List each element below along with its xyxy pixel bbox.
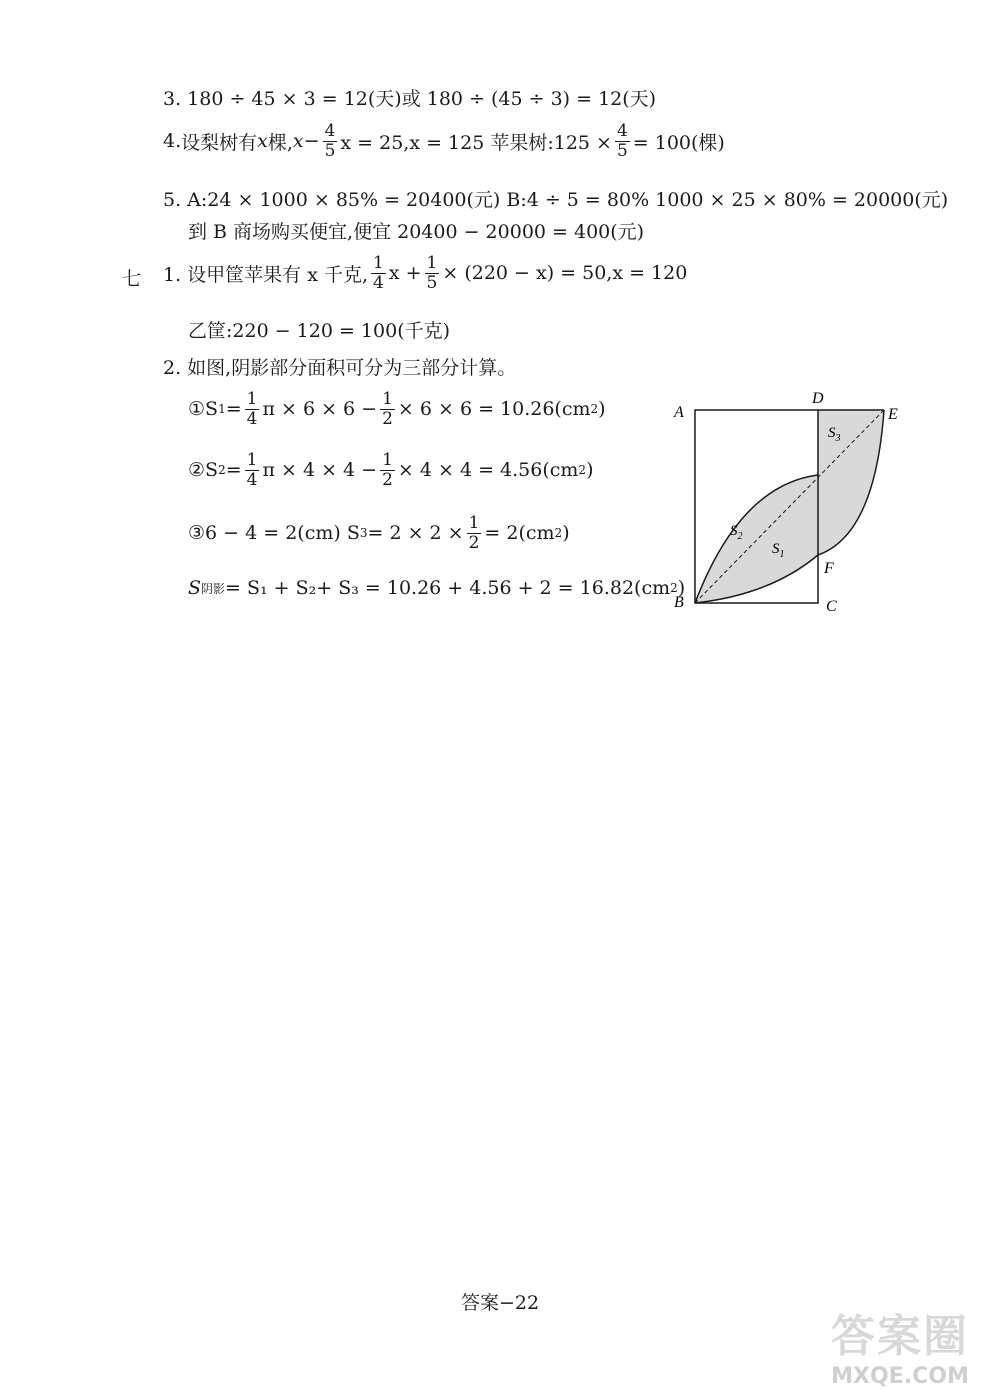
answer-4-minus: − [303,130,320,153]
fraction: $\frac{1}{4}$ [246,389,258,429]
label-c: C [826,598,837,615]
s1-pre: ①S [188,398,219,421]
formula-total [188,577,685,599]
answer-5-text-1: 5. A:24 × 1000 × 85% = 20400(元) B:4 ÷ 5 = 80% 1000 × 25 × 80% = 20000(元) [163,189,949,211]
formula-s1 [188,390,606,428]
s3-close: ) [562,522,570,545]
watermark-logo [800,1300,1000,1388]
watermark-bottom: MXQE.COM [831,1364,969,1389]
label-s1: $S_1$ [772,541,785,560]
answer-3 [163,84,656,111]
total-close: ) [677,577,686,599]
watermark-top: 答案圈 [831,1311,969,1362]
s2-eq: = [225,459,242,482]
fraction: $\frac{1}{2}$ [382,389,393,429]
section7-q1-line2 [188,316,450,343]
formula-s3 [188,514,570,552]
fraction: $\frac{1}{2}$ [468,513,480,553]
s1-sup: 2 [590,402,599,417]
s3-post: = 2(cm [484,522,555,545]
q1-pre: 1. 设甲筐苹果有 x 千克, [163,263,369,286]
s1-mid: π × 6 × 6 − [262,398,378,421]
total-pre: S [188,577,202,599]
s2-sub: 2 [218,463,226,478]
answer-4 [163,122,725,160]
s1-sub: 1 [218,402,226,417]
s3-pre: ③6 − 4 = 2(cm) S [188,522,360,545]
answer-5-text-2: 到 B 商场购买便宜,便宜 20400 − 20000 = 400(元) [188,221,645,243]
answer-5-line-2 [188,217,644,244]
s2-post: × 4 × 4 = 4.56(cm [397,459,579,482]
section7-q2-intro [163,353,516,380]
answer-4-pre: 设梨树有 [181,131,258,154]
s3-sup: 2 [554,526,563,541]
answer-4-mid: 棵, [267,131,293,154]
q2-intro: 2. 如图,阴影部分面积可分为三部分计算。 [163,357,517,379]
fraction: $\frac{4}{5}$ [324,121,336,161]
q1-mid: x + [388,262,422,285]
label-d: D [812,390,824,407]
s2-close: ) [586,459,594,482]
geometry-figure [660,385,920,620]
label-b: B [674,594,684,611]
label-s3: $S_3$ [828,425,841,444]
fraction: $\frac{1}{4}$ [373,253,384,293]
answer-4-post: x = 25,x = 125 苹果树:125 × [340,131,612,154]
total-sub: 阴影 [201,581,226,596]
q1-line2: 乙筐:220 − 120 = 100(千克) [188,320,451,342]
answer-5-line-1 [163,185,948,212]
answer-4-var2: x [292,130,304,153]
formula-s2 [188,451,593,489]
answer-3-text: 3. 180 ÷ 45 × 3 = 12(天)或 180 ÷ (45 ÷ 3) = 12(天) [163,88,657,110]
label-s2: $S_2$ [730,523,743,542]
fraction: $\frac{1}{2}$ [382,450,393,490]
section7-q1 [163,254,687,292]
page-footer: 答案−22 [460,1292,540,1314]
s3-sub: 3 [359,526,368,541]
s1-close: ) [598,398,606,421]
section-marker-text: 七 [122,268,142,290]
fraction: $\frac{1}{5}$ [426,253,438,293]
s1-post: × 6 × 6 = 10.26(cm [397,398,591,421]
label-f: F [824,560,834,577]
s3-mid: = 2 × 2 × [367,522,464,545]
s1-eq: = [225,398,242,421]
total-sup: 2 [670,581,678,595]
s2-pre: ②S [188,459,219,482]
answer-4-post2: = 100(棵) [632,131,725,154]
total-rest: = S₁ + S₂+ S₃ = 10.26 + 4.56 + 2 = 16.82(cm [225,577,671,599]
s2-mid: π × 4 × 4 − [262,459,378,482]
section-7-marker [122,264,141,291]
answer-4-number: 4. [163,130,182,153]
fraction: $\frac{4}{5}$ [616,121,628,161]
fraction: $\frac{1}{4}$ [246,450,258,490]
shaded-lens [695,475,818,603]
answer-4-var: x [257,130,268,153]
s2-sup: 2 [578,463,587,478]
label-a: A [674,404,684,421]
q1-post: × (220 − x) = 50,x = 120 [442,262,688,285]
label-e: E [888,406,898,423]
